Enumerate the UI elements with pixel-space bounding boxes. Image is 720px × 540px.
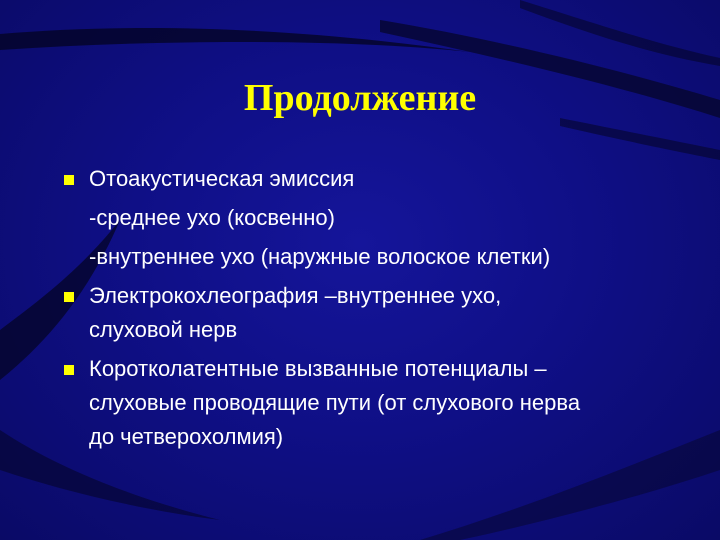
sub-item: -среднее ухо (косвенно) xyxy=(89,205,335,230)
square-bullet-icon xyxy=(64,365,74,375)
swoosh-right-mid xyxy=(560,118,720,160)
bullet-text-line: слуховые проводящие пути (от слухового нерва xyxy=(89,390,581,415)
bullet-text-line: Коротколатентные вызванные потенциалы – xyxy=(89,356,547,381)
bullet-item xyxy=(60,279,680,347)
bullet-text: Отоакустическая эмиссия xyxy=(89,166,355,191)
bullet-item xyxy=(60,162,680,196)
slide-title: Продолжение xyxy=(243,77,477,119)
bullet-list xyxy=(60,162,680,454)
bullet-text-line: Электрокохлеография –внутреннее ухо, xyxy=(89,283,502,308)
bullet-text-line: слуховой нерв xyxy=(89,317,238,342)
bullet-text-line: до четверохолмия) xyxy=(89,424,284,449)
sub-item: -внутреннее ухо (наружные волоское клетки) xyxy=(89,244,551,269)
bullet-item xyxy=(60,352,680,454)
square-bullet-icon xyxy=(64,175,74,185)
square-bullet-icon xyxy=(64,292,74,302)
